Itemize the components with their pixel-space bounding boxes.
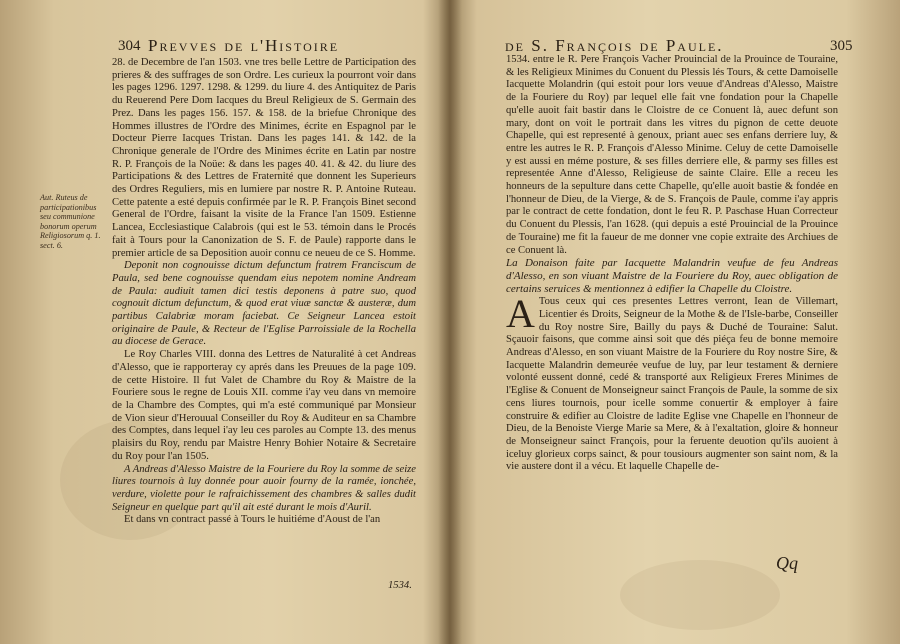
signature-mark: Qq xyxy=(776,553,798,573)
section-title: La Donaison faite par Iacquette Malandrin veufue de feu Andreas d'Alesso, en son viuant Maistre de la Fouriere du Roy, auec obligation de certains seruices & mentionnez à edifier la Chapelle du Cloistre. xyxy=(506,257,838,296)
paragraph-quote: A Andreas d'Alesso Maistre de la Fouriere du Roy la somme de seize liures tournois à luy donnée pour auoir fourny de la ramée, ionchée, verdure, violette pour le rafraichissement des chambres & salles dudit Seigneur en quelque part qu'il ait esté durant le mois d'Auril. xyxy=(112,463,416,513)
left-body-text xyxy=(112,57,416,527)
paragraph: 1534. entre le R. Pere François Vacher Prouincial de la Prouince de Touraine, & les Religieux Minimes du Conuent du Plessis lés Tours, & cette Damoiselle Iacquette Molandrin (qui estoit pour lors veuue d'Andreas d'Alesso, Maistre de la Fouriere du Roy) par lequel elle fait vne fondation pour la Chapelle qu'elle auoit fait bastir dans le Cloistre de ce Conuent là, auec defunt son mary, dont on voit le portrait dans les vitres du pignon de cette deuote Chapelle, qui est representé à genoux, priant auec ses enfans derriere luy, & entre les autres le R. P. François d'Alesso Minime. Celuy de cette Damoiselle y est aussi en méme posture, & ses filles derriere elle, & parmy ses filles est representée Anne d'Alesso, Religieuse de sainte Claire. Elle a receu les honneurs de la sepulture dans cette Chapelle, qu'elle auoit bastie & fondée en l'honneur de Dieu, de la Vierge, & de S. François de Paule, comme i'ay appris par le contract de cette fondation, dont le feu R. P. Paschase Huan Correcteur du Conuent du Plessis, l'an 1628. (qui depuis a esté Prouincial de la Prouince de Touraine) me fit la faueur de me donner vne copie extraite des Archiues de ce Conuent là. xyxy=(506,54,838,256)
catchword: 1534. xyxy=(388,580,412,591)
page-number-left: 304 xyxy=(118,38,141,54)
right-page xyxy=(450,0,900,644)
drop-cap: A xyxy=(506,291,535,337)
page-number-right: 305 xyxy=(830,38,853,54)
deed-paragraph xyxy=(506,291,838,474)
paragraph: Et dans vn contract passé à Tours le huitiéme d'Aoust de l'an xyxy=(124,514,381,526)
paragraph: 28. de Decembre de l'an 1503. vne tres belle Lettre de Participation des prieres & des suffrages de son Ordre. Les curieux la pourront voir dans les pages 1296. 1297. 1298. & 1299. du liure 4. des Antiquitez de Paris du Reuerend Pere Dom Iacques du Breul Religieux de S. Germain des Prez. Dans les pages 156. 157. & 158. de la briefue Chronique des Hommes illustres de l'Ordre des Minimes, écrite en Espagnol par le Docteur Pierre Iacques Tristan. Dans les pages 141. & 142. de la Chronique generale de l'Ordre des Minimes écrite en Latin par nostre R. P. François de la Noüe: & dans les pages 40. 41. & 42. du liure des Participations & des Lettres de Fraternité que donnent les Superieurs des Ordres Reguliers, mis en lumiere par nostre R. P. Antoine Ruteau. Cette patente a esté depuis confirmée par le R. P. François Binet second General de l'Ordre, faisant la visite de la France l'an 1509. Estienne Lancea, Ecclesiastique Calabrois (qui est le 53. témoin dans le Procés fait à Tours pour la Canonization de S. F. de Paule) rapporte dans le premier article de sa Deposition auoir connu ce neueu de ce S. Homme. xyxy=(112,57,416,259)
running-head-right: de S. François de Paule. xyxy=(505,36,724,55)
running-head-left: Prevves de l'Histoire xyxy=(148,36,340,55)
right-body-text xyxy=(506,54,838,474)
margin-note: Aut. Ruteus de participationibus seu communione bonorum operum Religiosorum q. 1. sect. 6. xyxy=(40,193,101,250)
paragraph-latin-quote: Deponit non cognouisse dictum defunctum fratrem Franciscum de Paula, sed bene cognouisse quendam eius nepotem nomine Andream de Paula: audiuit tamen dici testis deponens à patre suo, quod cognouit dictum defunctum, & quod erat viuæ sanctæ & austeræ, dum partibus Calabriæ moram faciebat. Ce Seigneur Lancea estoit originaire de Paule, & Recteur de l'Eglise Parroissiale de la Rochella au diocese de Gerace. xyxy=(112,260,416,348)
paragraph: Le Roy Charles VIII. donna des Lettres de Naturalité à cet Andreas d'Alesso, que ie rapporteray cy aprés dans les Preuues de la page 109. de cette Histoire. Il fut Valet de Chambre du Roy & Maistre de la Fouriere sous le regne de Louis XII. comme i'ay veu dans vn memoire de la Chambre des Comptes, qui m'a esté communiqué par Monsieur de Vion sieur d'Herouual Conseiller du Roy & Auditeur en sa Chambre des Comptes, dans lequel i'ay leu ces paroles au Compte 13. des menus plaisirs du Roy, rendu par Maistre Henry Bohier Notaire & Secretaire du Roy pour l'an 1505. xyxy=(112,349,416,462)
deed-text: Tous ceux qui ces presentes Lettres verront, Iean de Villemart, Licentier és Droits, Seigneur de la Mothe & de l'Isle-barbe, Conseiller du Roy nostre Sire, Bailly du pays & Duché de Touraine: Salut. Sçauoir faisons, que comme ainsi soit que dés piéça feu de bonne memoire Andreas d'Alesso, en son viuant Maistre de la Fouriere du Roy nostre Sire, & Iacquette Malandrin demeurée veufue de luy, par leur testament & derniere volonté eussent donné, cedé & transporté aux Religieux Freres Minimes de l'Eglise & Conuent de Monseigneur sainct François de Paule, la somme de six cens liures tournois, pour icelle somme conuertir & employer à faire construire & edifier au Cloistre de ladite Eglise vne Chapelle en l'honneur de Dieu, de la Benoiste Vierge Marie sa Mere, & à l'exaltation, gloire & honneur de Monseigneur sainct François, pour la feruente deuotion qu'ils auoient à iceluy glorieux corps sainct, & pour tousiours augmenter son saint nom, & la vie austere dont il a vécu. Et laquelle Chapelle de- xyxy=(506,296,838,473)
